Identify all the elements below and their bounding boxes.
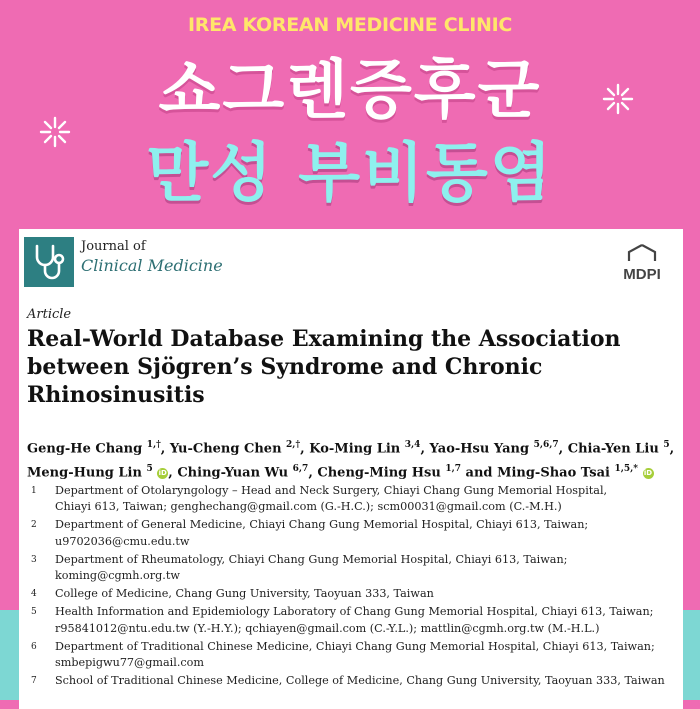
affiliation-number: 7 [31,676,37,687]
author-affiliation-marker: 3,4 [404,440,421,450]
affiliation-text: Department of Rheumatology, Chiayi Chang Gung Memorial Hospital, Chiayi 613, Taiwan; koming@cgmh.org.tw [55,552,568,583]
affiliation-text: College of Medicine, Chang Gung University, Taoyuan 333, Taiwan [55,587,434,601]
author-affiliation-marker: 5,6,7 [533,440,559,450]
affiliation-item [27,517,679,549]
author-affiliation-marker: 1,7 [445,464,462,475]
clinic-name: IREA KOREAN MEDICINE CLINIC [187,14,513,36]
affiliation-item [27,483,679,515]
affiliation-item [27,552,679,584]
banner-title-line1: 쇼그렌증후군 [158,54,542,128]
affiliation-item [27,639,679,671]
sparkle-icon [38,115,72,149]
journal-name-line1: Journal of [81,239,146,254]
affiliation-number: 4 [31,589,37,600]
author-name: Ching-Yuan Wu [177,465,293,481]
author-name: Cheng-Ming Hsu [317,465,446,481]
author-affiliation-marker: 1,5,* [614,464,638,475]
author-affiliation-marker: 2,† [286,440,301,450]
author-affiliation-marker: 5 [146,464,153,475]
author-name: Ming-Shao Tsai [497,465,615,481]
sparkle-icon [601,82,635,116]
paper-page [19,229,683,709]
orcid-icon[interactable]: iD [643,468,653,477]
stethoscope-icon [24,237,74,287]
journal-name-line2: Clinical Medicine [81,256,223,275]
author-name: Yu-Cheng Chen [169,441,287,457]
affiliation-item [27,604,679,636]
affiliation-list [27,483,679,691]
affiliation-number: 2 [31,520,37,531]
paper-title: Real-World Database Examining the Association between Sjögren’s Syndrome and Chronic Rhinosinusitis [27,326,621,408]
affiliation-number: 5 [31,607,37,618]
affiliation-text: School of Traditional Chinese Medicine, College of Medicine, Chang Gung University, Taoyuan 333, Taiwan [55,674,665,688]
author-affiliation-marker: 6,7 [292,464,309,475]
affiliation-item [27,673,679,689]
author-affiliation-marker: 1,† [146,440,161,450]
author-affiliation-marker: 5 [663,440,670,450]
author-name: Chia-Yen Liu [567,441,664,457]
orcid-icon[interactable]: iD [158,468,167,477]
affiliation-text: Department of Otolaryngology – Head and Neck Surgery, Chiayi Chang Gung Memorial Hospital, Chiayi 613, Taiwan; genghechang@gmail.com (G.-H.C.); scm00031@gmail.com (C.-M.H.) [55,484,608,514]
author-list: Geng-He Chang $^{1,\dagger}$, Yu-Cheng Chen $^{2,\dagger}$, Ko-Ming Lin $^{3,4}$, Yao-Hsu Yang $^{5,6,7}$, Chia-Yen Liu $^5$, Meng-Hung Lin $^5$ iD, Ching-Yuan Wu $^{6,7}$, Cheng-Ming Hsu $^{1,7}$ and Ming-Shao Tsai $^{1,5,*}$ iD [27,440,675,481]
article-type: Article [27,307,72,322]
journal-name [81,239,223,275]
mdpi-text: MDPI [623,266,661,283]
author-name: Ko-Ming Lin [309,441,405,457]
affiliation-item [27,586,679,602]
affiliation-text: Health Information and Epidemiology Laboratory of Chang Gung Memorial Hospital, Chiayi 613, Taiwan; r95841012@ntu.edu.tw (Y.-H.Y.); qchiayen@gmail.com (C.-Y.L.); mattlin@cgmh.org.tw (M.-H.L.) [55,605,654,635]
affiliation-text: Department of General Medicine, Chiayi Chang Gung Memorial Hospital, Chiayi 613, Taiwan; u9702036@cmu.edu.tw [55,518,589,548]
author-name: Meng-Hung Lin [27,465,147,481]
banner-title-line2: 만성 부비동염 [146,137,554,211]
mdpi-logo [611,243,673,285]
author-name: Yao-Hsu Yang [429,441,534,457]
affiliation-number: 6 [31,641,37,652]
affiliation-text: Department of Traditional Chinese Medicine, Chiayi Chang Gung Memorial Hospital, Chiayi 613, Taiwan; smbepigwu77@gmail.com [55,639,655,670]
affiliation-number: 3 [31,554,37,565]
affiliation-number: 1 [31,486,37,496]
author-name: Geng-He Chang [27,441,147,457]
